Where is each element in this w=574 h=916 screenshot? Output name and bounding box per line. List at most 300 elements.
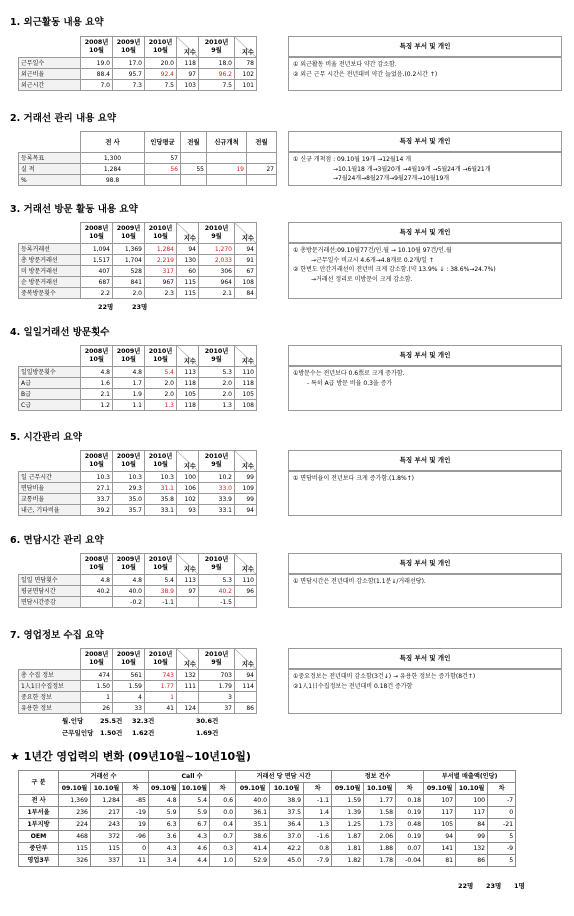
- summary-foot: 23명: [486, 882, 502, 890]
- table-cell: 29.3: [113, 483, 145, 494]
- table-cell: 4: [113, 692, 145, 703]
- column-header: 2010년 9월: [199, 346, 235, 367]
- table-cell: 1,284: [81, 164, 145, 175]
- sub-header: 차: [210, 783, 236, 795]
- column-header: 지수: [235, 346, 257, 367]
- table-cell: 92.4: [145, 69, 177, 80]
- table-cell: 94: [424, 831, 456, 843]
- row-header: 구 분: [19, 771, 59, 795]
- table-cell: 2.06: [364, 831, 396, 843]
- table-cell: 0.19: [396, 831, 424, 843]
- table-cell: [145, 175, 181, 186]
- s7-title: 7. 영업정보 수집 요약: [10, 630, 104, 641]
- table-row: [19, 505, 257, 516]
- column-header: 지수: [177, 649, 199, 670]
- table-cell: 33.1: [199, 505, 235, 516]
- table-cell: 1.25: [332, 819, 364, 831]
- table-cell: [81, 597, 113, 608]
- s7-note-header: 특징 부서 및 개인: [288, 648, 562, 669]
- table-cell: [181, 175, 207, 186]
- table-cell: 468: [59, 831, 91, 843]
- table-cell: -0.2: [113, 597, 145, 608]
- sub-header: 10.10월: [364, 783, 396, 795]
- row-label: B급: [19, 389, 81, 400]
- row-label: 순 방문거래선: [19, 277, 81, 288]
- table-row: [19, 795, 516, 807]
- table-cell: 118: [177, 378, 199, 389]
- note-line: ① 면담비율이 전년보다 크게 증가함.(1.8%↑): [293, 475, 415, 482]
- table-cell: 41: [145, 703, 177, 714]
- s4-title: 4. 일일거래선 방문횟수: [10, 327, 110, 338]
- s3-title: 3. 거래선 방문 활동 내용 요약: [10, 204, 138, 215]
- column-header: 2008년 10월: [81, 346, 113, 367]
- table-cell: 124: [177, 703, 199, 714]
- table-cell: 96.2: [199, 69, 235, 80]
- s6-title: 6. 면담시간 관리 요약: [10, 535, 104, 546]
- table-cell: 19: [123, 819, 149, 831]
- column-header: 2010년 9월: [199, 554, 235, 575]
- s3-table: [18, 222, 257, 299]
- table-cell: 2.2: [81, 288, 113, 299]
- sub-header: 09.10월: [332, 783, 364, 795]
- table-cell: 26: [81, 703, 113, 714]
- table-cell: [235, 692, 257, 703]
- table-cell: 5.3: [199, 575, 235, 586]
- table-cell: 1: [81, 692, 113, 703]
- table-cell: 19: [207, 164, 247, 175]
- row-label: 일 근무시간: [19, 472, 81, 483]
- row-label: 총 방문거래선: [19, 255, 81, 266]
- table-row: [19, 153, 277, 164]
- column-header: 2010년 10월: [145, 554, 177, 575]
- table-cell: 1,270: [199, 244, 235, 255]
- column-header: 지수: [235, 451, 257, 472]
- table-cell: 113: [177, 575, 199, 586]
- table-cell: 4.8: [81, 367, 113, 378]
- row-label: 1부지방: [19, 819, 59, 831]
- table-cell: 99: [456, 831, 488, 843]
- s4-notes: [288, 366, 562, 411]
- note-line: →거래선 정리로 미방문이 크게 감소함.: [311, 275, 413, 283]
- table-cell: 1,517: [81, 255, 113, 266]
- sub-header: 차: [488, 783, 516, 795]
- table-cell: 1,369: [59, 795, 91, 807]
- s3-note-header: 특징 부서 및 개인: [288, 222, 562, 243]
- table-row: [19, 472, 257, 483]
- table-cell: 2.0: [199, 389, 235, 400]
- s1-table: [18, 36, 257, 91]
- table-cell: 5.4: [145, 367, 177, 378]
- table-row: [19, 244, 257, 255]
- table-cell: 2.3: [145, 288, 177, 299]
- table-cell: 17.0: [113, 58, 145, 69]
- table-cell: 217: [91, 807, 123, 819]
- table-row: [19, 58, 257, 69]
- table-cell: 1.1: [113, 400, 145, 411]
- table-cell: 94: [235, 244, 257, 255]
- table-cell: 115: [59, 843, 91, 855]
- table-cell: 118: [177, 400, 199, 411]
- table-cell: 1.3: [145, 400, 177, 411]
- table-cell: 102: [177, 494, 199, 505]
- table-cell: -0.04: [396, 855, 424, 867]
- column-header: 지수: [235, 649, 257, 670]
- table-cell: 100: [177, 472, 199, 483]
- table-cell: 1,284: [91, 795, 123, 807]
- table-cell: 106: [177, 483, 199, 494]
- table-cell: -9: [488, 843, 516, 855]
- s3-foot-2009: 22명: [98, 303, 114, 311]
- table-cell: 132: [456, 843, 488, 855]
- column-header: 인당평균: [145, 132, 181, 153]
- row-label: 유용한 정보: [19, 703, 81, 714]
- table-cell: 39.2: [81, 505, 113, 516]
- column-header: 지수: [177, 451, 199, 472]
- table-cell: 40.0: [236, 795, 270, 807]
- row-label: %: [19, 175, 81, 186]
- summary-table: [18, 770, 516, 867]
- s2-table: [18, 131, 277, 186]
- sub-header: 09.10월: [424, 783, 456, 795]
- table-cell: 57: [145, 153, 181, 164]
- note-line: ① 면담시간은 전년대비 감소함(1.1분↓/거래선당).: [293, 578, 426, 585]
- row-label: 면담시간증감: [19, 597, 81, 608]
- row-label: 평균면담시간: [19, 586, 81, 597]
- table-row: [19, 670, 257, 681]
- table-cell: 38.6: [236, 831, 270, 843]
- row-label: 일일방문횟수: [19, 367, 81, 378]
- table-cell: 1.0: [210, 855, 236, 867]
- summary-title: ★ 1년간 영업력의 변화 (09년10월~10년10월): [10, 750, 251, 763]
- table-cell: 372: [91, 831, 123, 843]
- table-cell: 10.3: [113, 472, 145, 483]
- table-cell: 5.4: [179, 795, 210, 807]
- sub-header: 09.10월: [59, 783, 91, 795]
- table-cell: 743: [145, 670, 177, 681]
- note-line: - 특히 A급 방문 비율 0.3을 증가: [307, 379, 393, 387]
- table-row: [19, 586, 257, 597]
- table-cell: 115: [177, 277, 199, 288]
- column-header: 2010년 9월: [199, 451, 235, 472]
- column-header: 지수: [177, 554, 199, 575]
- table-cell: 105: [177, 389, 199, 400]
- sub-header: 차: [304, 783, 332, 795]
- column-header: 2010년 10월: [145, 223, 177, 244]
- table-cell: 5.4: [145, 575, 177, 586]
- table-cell: 84: [456, 819, 488, 831]
- row-label: 외근시간: [19, 80, 81, 91]
- table-row: [19, 597, 257, 608]
- table-cell: 115: [177, 288, 199, 299]
- table-cell: 1,704: [113, 255, 145, 266]
- table-cell: 528: [113, 266, 145, 277]
- table-cell: 108: [235, 277, 257, 288]
- table-cell: [181, 153, 207, 164]
- table-cell: 5: [488, 855, 516, 867]
- table-cell: -1.6: [304, 831, 332, 843]
- table-cell: -96: [123, 831, 149, 843]
- column-header: 2009년 10월: [113, 649, 145, 670]
- table-cell: 52.9: [236, 855, 270, 867]
- table-cell: 224: [59, 819, 91, 831]
- table-cell: 0.8: [304, 843, 332, 855]
- table-cell: 1.77: [364, 795, 396, 807]
- column-header: 2010년 9월: [199, 649, 235, 670]
- table-cell: 56: [145, 164, 181, 175]
- table-cell: 4.6: [179, 843, 210, 855]
- table-row: [19, 831, 516, 843]
- row-label: OEM: [19, 831, 59, 843]
- table-cell: -21: [488, 819, 516, 831]
- table-cell: 1.3: [304, 819, 332, 831]
- table-cell: 1.78: [364, 855, 396, 867]
- table-cell: [207, 175, 247, 186]
- row-label: 전 사: [19, 795, 59, 807]
- s1-notes: [288, 57, 562, 91]
- table-cell: 1.58: [364, 807, 396, 819]
- table-cell: 55: [181, 164, 207, 175]
- s6-note-header: 특징 부서 및 개인: [288, 553, 562, 574]
- table-cell: 5.9: [179, 807, 210, 819]
- table-cell: 841: [113, 277, 145, 288]
- table-cell: 110: [235, 575, 257, 586]
- table-cell: 110: [235, 367, 257, 378]
- table-cell: 118: [235, 378, 257, 389]
- table-row: [19, 855, 516, 867]
- table-cell: 109: [235, 483, 257, 494]
- column-header: 2008년 10월: [81, 649, 113, 670]
- table-cell: 6.7: [179, 819, 210, 831]
- column-header: 2008년 10월: [81, 223, 113, 244]
- summary-foot: 22명: [458, 882, 474, 890]
- table-cell: 38.9: [145, 586, 177, 597]
- table-cell: 306: [199, 266, 235, 277]
- table-cell: 11: [123, 855, 149, 867]
- row-label: 총 수집 정보: [19, 670, 81, 681]
- table-cell: 117: [424, 807, 456, 819]
- row-label: 근무일수: [19, 58, 81, 69]
- table-cell: 117: [456, 807, 488, 819]
- table-cell: 4.3: [179, 831, 210, 843]
- table-cell: 0.7: [210, 831, 236, 843]
- table-cell: 7.5: [145, 80, 177, 91]
- row-label: 미 방문거래선: [19, 266, 81, 277]
- s6-table: [18, 553, 257, 608]
- table-cell: 113: [177, 367, 199, 378]
- table-cell: 60: [177, 266, 199, 277]
- table-cell: 107: [424, 795, 456, 807]
- table-row: [19, 367, 257, 378]
- table-cell: 35.1: [236, 819, 270, 831]
- table-cell: 4.8: [81, 575, 113, 586]
- column-header: 2010년 10월: [145, 37, 177, 58]
- table-cell: 86: [456, 855, 488, 867]
- table-cell: -1.1: [304, 795, 332, 807]
- group-header: 거래선 수: [59, 771, 149, 783]
- table-row: [19, 681, 257, 692]
- note-line: ① 총방문거래선:09.10월77건/인.월 → 10.10월 97건/인.월: [293, 247, 452, 254]
- table-cell: 27.1: [81, 483, 113, 494]
- table-cell: 103: [177, 80, 199, 91]
- note-line: ①중요정보는 전년대비 감소함(3건↓) → 유용한 정보는 증가함(8건↑): [293, 673, 476, 680]
- table-cell: 10.3: [81, 472, 113, 483]
- table-cell: 94: [235, 505, 257, 516]
- table-cell: 84: [235, 288, 257, 299]
- table-cell: 7.3: [113, 80, 145, 91]
- table-cell: 1.3: [199, 400, 235, 411]
- table-row: [19, 575, 257, 586]
- column-header: 2010년 10월: [145, 451, 177, 472]
- column-header: 지수: [177, 223, 199, 244]
- table-cell: 118: [177, 58, 199, 69]
- note-line: →7월24개→8월27개→9월27개→10월19개: [333, 175, 450, 182]
- table-cell: 18.0: [199, 58, 235, 69]
- table-cell: 474: [81, 670, 113, 681]
- column-header: 2009년 10월: [113, 37, 145, 58]
- table-cell: 1.87: [332, 831, 364, 843]
- note-line: ① 신규 개척점 : 09.10월 19개 →12월14 개: [293, 156, 412, 163]
- s3-notes: [288, 243, 562, 299]
- table-cell: [247, 175, 277, 186]
- note-line: ② 한번도 안간거래선이 전년비 크게 감소함.(약 13.9% ↓ : 38.6%→24.7%): [293, 266, 496, 273]
- table-cell: 95.7: [113, 69, 145, 80]
- column-header: 신규개척: [207, 132, 247, 153]
- table-cell: 4.4: [179, 855, 210, 867]
- table-cell: 236: [59, 807, 91, 819]
- table-cell: 1.59: [113, 681, 145, 692]
- table-cell: 94: [235, 670, 257, 681]
- group-header: 거래선 당 면담 시간: [236, 771, 332, 783]
- table-cell: 3.4: [149, 855, 180, 867]
- table-cell: 105: [424, 819, 456, 831]
- table-cell: 0.6: [210, 795, 236, 807]
- table-cell: 0.18: [396, 795, 424, 807]
- table-cell: 102: [235, 69, 257, 80]
- table-cell: 20.0: [145, 58, 177, 69]
- s2-notes: [288, 152, 562, 186]
- table-cell: 35.7: [113, 505, 145, 516]
- row-label: 일일 면담횟수: [19, 575, 81, 586]
- table-row: [19, 288, 257, 299]
- table-cell: 7.5: [199, 80, 235, 91]
- table-cell: 1: [145, 692, 177, 703]
- table-cell: 1,094: [81, 244, 113, 255]
- sub-header: 09.10월: [236, 783, 270, 795]
- table-cell: 1.6: [81, 378, 113, 389]
- table-cell: 40.0: [113, 586, 145, 597]
- table-cell: 1.9: [113, 389, 145, 400]
- table-row: [19, 703, 257, 714]
- table-cell: 96: [235, 586, 257, 597]
- table-cell: 31.1: [145, 483, 177, 494]
- s2-title: 2. 거래선 관리 내용 요약: [10, 113, 117, 124]
- table-cell: [177, 692, 199, 703]
- table-cell: 0.19: [396, 807, 424, 819]
- table-cell: 91: [235, 255, 257, 266]
- column-header: 2009년 10월: [113, 223, 145, 244]
- table-cell: 36.1: [236, 807, 270, 819]
- table-cell: 2,219: [145, 255, 177, 266]
- s7-foot-value: 32.3건: [132, 717, 155, 725]
- table-cell: 4.8: [113, 367, 145, 378]
- table-cell: 2.0: [145, 378, 177, 389]
- table-cell: 81: [424, 855, 456, 867]
- table-cell: 88.4: [81, 69, 113, 80]
- table-cell: 1.2: [81, 400, 113, 411]
- table-cell: 1.82: [332, 855, 364, 867]
- table-cell: [235, 597, 257, 608]
- table-cell: 105: [235, 389, 257, 400]
- table-row: [19, 692, 257, 703]
- table-cell: 1.79: [199, 681, 235, 692]
- table-cell: 3: [199, 692, 235, 703]
- table-cell: 111: [177, 681, 199, 692]
- s7-foot-value: 1.69건: [196, 729, 219, 737]
- table-cell: 36.4: [270, 819, 304, 831]
- table-row: [19, 400, 257, 411]
- table-cell: 1.88: [364, 843, 396, 855]
- note-line: ② 외근 근무 시간은 전년대비 약간 늘었음.(0.2시간 ↑): [293, 70, 438, 78]
- table-cell: 37.5: [270, 807, 304, 819]
- table-cell: 4.3: [149, 843, 180, 855]
- table-cell: 687: [81, 277, 113, 288]
- table-cell: 0.4: [210, 819, 236, 831]
- table-row: [19, 266, 257, 277]
- s5-title: 5. 시간관리 요약: [10, 432, 82, 443]
- note-line: ①방문수는 전년보다 0.6票로 크게 증가함.: [293, 370, 405, 377]
- row-label: 실 적: [19, 164, 81, 175]
- table-cell: 33.9: [199, 494, 235, 505]
- row-label: 등록목표: [19, 153, 81, 164]
- table-cell: 317: [145, 266, 177, 277]
- row-label: 중단부: [19, 843, 59, 855]
- table-cell: 33.7: [81, 494, 113, 505]
- table-cell: 407: [81, 266, 113, 277]
- s7-notes: [288, 669, 562, 714]
- column-header: 전월: [181, 132, 207, 153]
- table-cell: 37: [199, 703, 235, 714]
- row-label: 1人1日수집정보: [19, 681, 81, 692]
- table-cell: 964: [199, 277, 235, 288]
- s7-table: [18, 648, 257, 714]
- table-cell: 115: [91, 843, 123, 855]
- table-cell: 0.48: [396, 819, 424, 831]
- table-cell: 337: [91, 855, 123, 867]
- table-cell: 2.0: [145, 389, 177, 400]
- table-cell: 86: [235, 703, 257, 714]
- table-cell: 6.3: [149, 819, 180, 831]
- table-cell: 97: [177, 69, 199, 80]
- table-cell: 1.73: [364, 819, 396, 831]
- table-cell: 40.2: [81, 586, 113, 597]
- row-label: C급: [19, 400, 81, 411]
- sub-header: 10.10월: [270, 783, 304, 795]
- row-label: 면담비율: [19, 483, 81, 494]
- row-label: 영업3부: [19, 855, 59, 867]
- table-cell: 4.8: [113, 575, 145, 586]
- column-header: 2010년 9월: [199, 37, 235, 58]
- table-cell: 98.8: [81, 175, 145, 186]
- table-cell: 108: [235, 400, 257, 411]
- group-header: Call 수: [149, 771, 236, 783]
- s7-foot-value: 30.6건: [196, 717, 219, 725]
- table-row: [19, 807, 516, 819]
- column-header: 지수: [177, 37, 199, 58]
- table-cell: 101: [235, 80, 257, 91]
- table-cell: 2.0: [199, 378, 235, 389]
- row-label: 중복방문횟수: [19, 288, 81, 299]
- table-cell: -1.1: [145, 597, 177, 608]
